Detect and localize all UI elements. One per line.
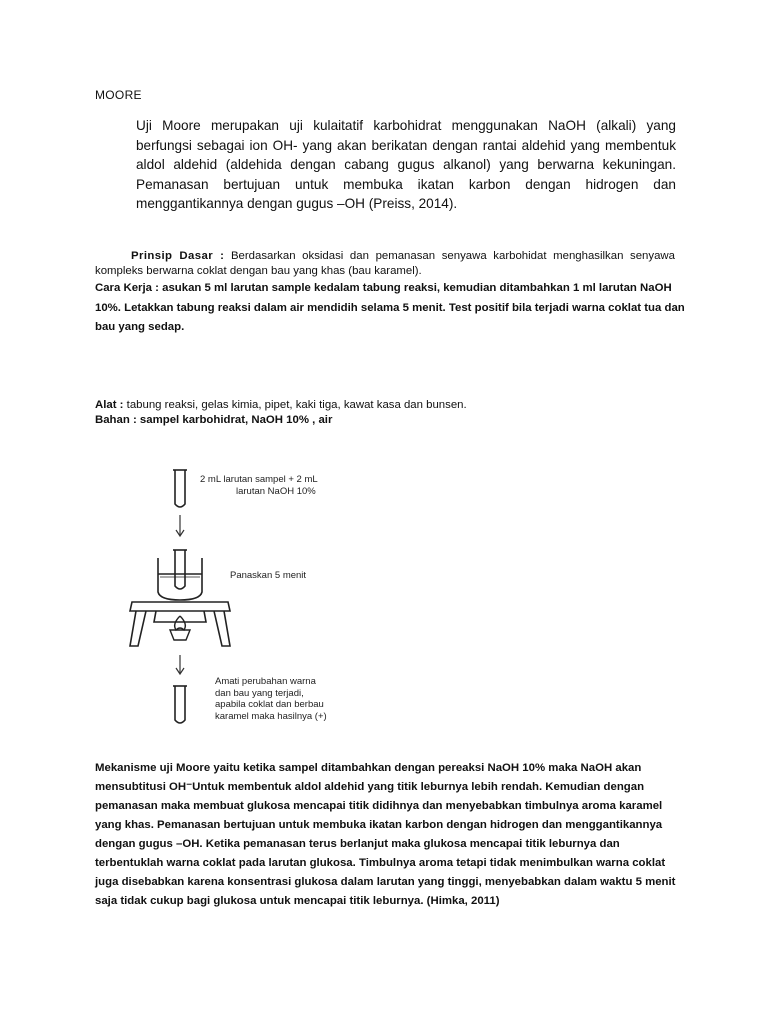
step1-line2: larutan NaOH 10% <box>236 486 316 497</box>
step1-label <box>200 474 318 498</box>
bunsen-burner-icon <box>170 616 190 640</box>
prinsip-dasar-text: Berdasarkan oksidasi dan pemanasan senyawa karbohidat menghasilkan senyawa kompleks berwarna coklat dengan bau yang khas (bau karamel). <box>95 250 675 277</box>
step1-line1: 2 mL larutan sampel + 2 mL <box>200 474 318 485</box>
bahan-line: Bahan : sampel karbohidrat, NaOH 10% , air <box>95 414 333 426</box>
test-tube-icon <box>173 470 187 507</box>
mekanisme-paragraph: Mekanisme uji Moore yaitu ketika sampel ditambahkan dengan pereaksi NaOH 10% maka NaOH akan mensubtitusi OH⁻Untuk membentuk aldol aldehid yang titik leburnya lebih rendah. Kemudian dengan pemanasan maka membuat glukosa mencapai titik didihnya dan menyebabkan timbulnya aroma karamel yang khas. Pemanasan bertujuan untuk membuka ikatan karbon dengan hidrogen dan menggantikannya dengan gugus –OH. Ketika pemanasan terus berlanjut maka glukosa mencapai titik leburnya dan terbentuklah warna coklat pada larutan glukosa. Timbulnya aroma tetapi tidak menimbulkan warna coklat juga disebabkan karena konsentrasi glukosa dalam larutan yang tinggi, menyebabkan dalam waktu 5 menit saja tidak cukup bagi glukosa untuk mencapai titik leburnya. (Himka, 2011) <box>95 762 676 907</box>
cara-kerja-paragraph: Cara Kerja : asukan 5 ml larutan sample kedalam tabung reaksi, kemudian ditambahkan 1 ml larutan NaOH 10%. Letakkan tabung reaksi dalam air mendidih selama 5 menit. Test positif bila terjadi warna coklat tua dan bau yang sedap. <box>95 282 685 333</box>
prinsip-dasar-label: Prinsip Dasar : <box>131 250 225 262</box>
step3-line4: karamel maka hasilnya (+) <box>215 710 327 722</box>
procedure-diagram <box>120 462 380 742</box>
beaker-icon <box>158 558 202 600</box>
step3-line3: apabila coklat dan berbau <box>215 699 324 710</box>
step3-label <box>215 676 327 722</box>
alat-text: tabung reaksi, gelas kimia, pipet, kaki tiga, kawat kasa dan bunsen. <box>126 399 467 411</box>
arrow-down-icon <box>176 655 184 674</box>
alat-label: Alat : <box>95 399 124 411</box>
step3-line2: dan bau yang terjadi, <box>215 687 304 699</box>
step3-line1: Amati perubahan warna <box>215 676 316 687</box>
alat-line <box>95 398 695 413</box>
prinsip-dasar-paragraph <box>95 249 675 279</box>
intro-paragraph: Uji Moore merupakan uji kulaitatif karbohidrat menggunakan NaOH (alkali) yang berfungsi sebagai ion OH- yang akan berikatan dengan rantai aldehid yang membentuk aldol aldehid (aldehida dengan cabang gugus alkanol) yang berwarna kekuningan. Pemanasan bertujuan untuk membuka ikatan karbon dengan hidrogen dan menggantikannya dengan gugus –OH (Preiss, 2014). <box>136 118 676 211</box>
section-heading: MOORE <box>95 88 142 102</box>
test-tube-in-beaker-icon <box>173 550 187 589</box>
test-tube-icon <box>173 686 187 723</box>
arrow-down-icon <box>176 515 184 536</box>
step2-label: Panaskan 5 menit <box>230 570 307 581</box>
